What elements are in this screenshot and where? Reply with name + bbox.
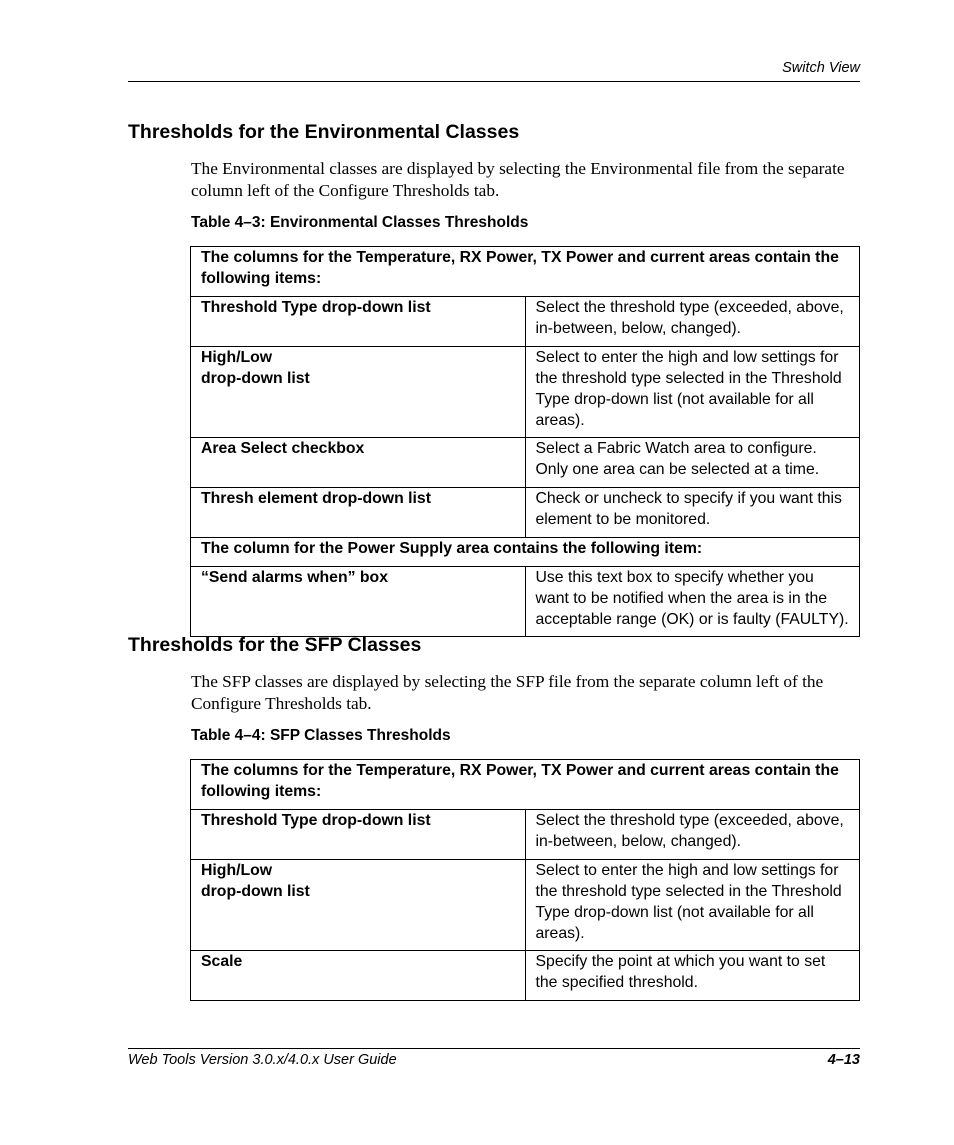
table-description: Select the threshold type (exceeded, above, in-between, below, changed). bbox=[525, 810, 860, 860]
table-group-header-row bbox=[191, 760, 860, 810]
table-group-header-row bbox=[191, 538, 860, 567]
table-description: Select the threshold type (exceeded, above, in-between, below, changed). bbox=[525, 297, 860, 347]
table-description: Select a Fabric Watch area to configure. Only one area can be selected at a time. bbox=[525, 438, 860, 488]
table-row bbox=[191, 297, 860, 347]
table-term: Threshold Type drop-down list bbox=[191, 297, 526, 347]
table-group-header: The column for the Power Supply area contains the following item: bbox=[191, 538, 860, 567]
table-term: Thresh element drop-down list bbox=[191, 488, 526, 538]
table-term: Scale bbox=[191, 951, 526, 1001]
table-description: Select to enter the high and low settings for the threshold type selected in the Threshold Type drop-down list (not available for all areas). bbox=[525, 860, 860, 951]
section-body-sfp: The SFP classes are displayed by selecting the SFP file from the separate column left of the Configure Thresholds tab. bbox=[191, 672, 824, 713]
table-group-header: The columns for the Temperature, RX Power, TX Power and current areas contain the following items: bbox=[191, 247, 860, 297]
table-description: Specify the point at which you want to set the specified threshold. bbox=[525, 951, 860, 1001]
section-body-environmental: The Environmental classes are displayed by selecting the Environmental file from the separate column left of the Configure Thresholds tab. bbox=[191, 159, 845, 200]
table-description: Check or uncheck to specify if you want this element to be monitored. bbox=[525, 488, 860, 538]
table-term: Area Select checkbox bbox=[191, 438, 526, 488]
table-description: Select to enter the high and low settings for the threshold type selected in the Threshold Type drop-down list (not available for all areas). bbox=[525, 347, 860, 438]
table-term: “Send alarms when” box bbox=[191, 567, 526, 637]
header-rule bbox=[128, 81, 860, 82]
table-row bbox=[191, 951, 860, 1001]
table-term: High/Low drop-down list bbox=[191, 347, 526, 438]
table-row bbox=[191, 488, 860, 538]
table-row bbox=[191, 347, 860, 438]
table-caption-environmental: Table 4–3: Environmental Classes Thresholds bbox=[191, 214, 529, 231]
table-row bbox=[191, 438, 860, 488]
running-header: Switch View bbox=[782, 60, 860, 76]
table-term: Threshold Type drop-down list bbox=[191, 810, 526, 860]
footer-rule bbox=[128, 1048, 860, 1049]
table-row bbox=[191, 810, 860, 860]
table-group-header-row bbox=[191, 247, 860, 297]
table-group-header: The columns for the Temperature, RX Power, TX Power and current areas contain the following items: bbox=[191, 760, 860, 810]
footer-guide-title: Web Tools Version 3.0.x/4.0.x User Guide bbox=[128, 1052, 397, 1068]
page-number: 4–13 bbox=[827, 1052, 860, 1068]
section-heading-sfp: Thresholds for the SFP Classes bbox=[128, 634, 422, 656]
table-row bbox=[191, 567, 860, 637]
table-caption-sfp: Table 4–4: SFP Classes Thresholds bbox=[191, 727, 451, 744]
table-row bbox=[191, 860, 860, 951]
environmental-thresholds-table bbox=[190, 246, 860, 637]
table-term: High/Low drop-down list bbox=[191, 860, 526, 951]
table-description: Use this text box to specify whether you want to be notified when the area is in the acceptable range (OK) or is faulty (FAULTY). bbox=[525, 567, 860, 637]
sfp-thresholds-table bbox=[190, 759, 860, 1001]
section-heading-environmental: Thresholds for the Environmental Classes bbox=[128, 121, 520, 143]
